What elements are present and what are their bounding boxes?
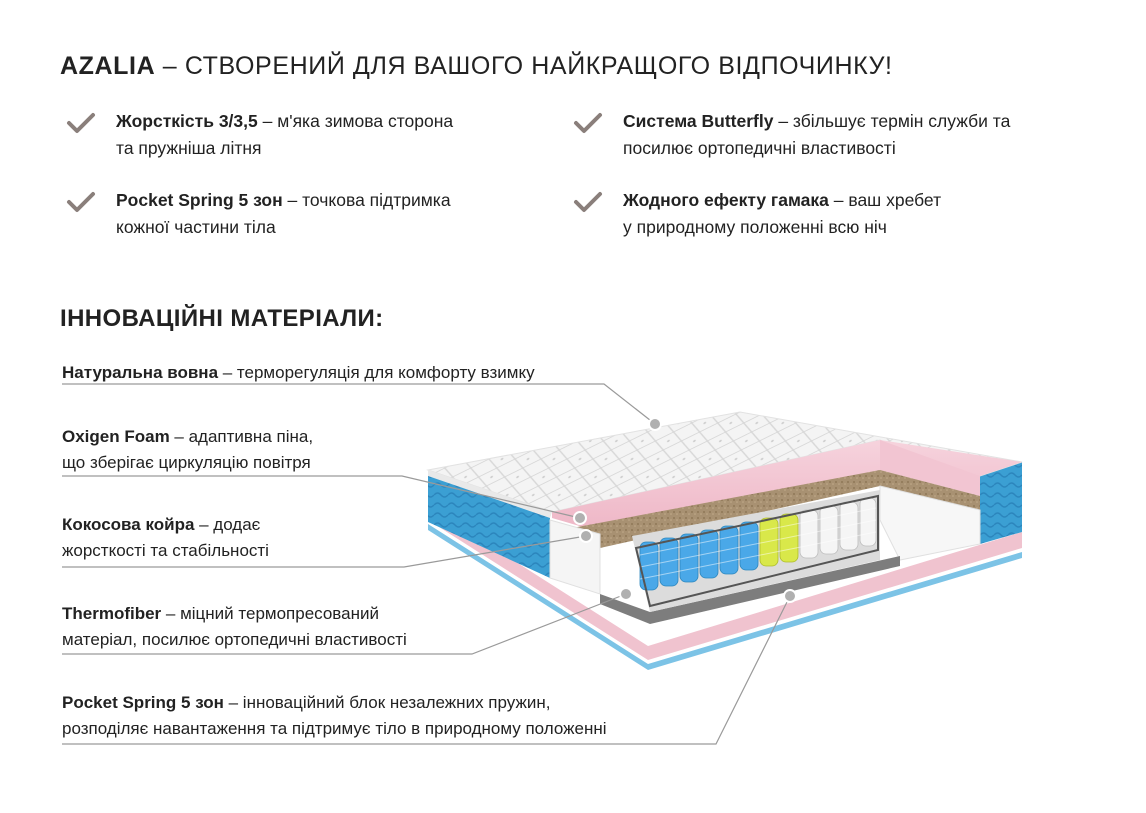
material-thermofiber — [62, 601, 407, 653]
feature-bold: Система Butterfly — [623, 111, 774, 131]
material-bold: Кокосова койра — [62, 515, 195, 534]
material-text: – інноваційний блок незалежних пружин, — [223, 693, 551, 712]
material-text-line2: матеріал, посилює ортопедичні властивості — [62, 630, 407, 649]
leader-line-wool — [62, 384, 655, 424]
material-text: – міцний термопресований — [161, 604, 379, 623]
material-bold: Натуральна вовна — [62, 363, 219, 382]
feature-bold: Pocket Spring 5 зон — [116, 190, 283, 210]
material-text-line2: що зберігає циркуляцію повітря — [62, 453, 311, 472]
material-coconut-coir — [62, 512, 269, 564]
feature-text-line2: посилює ортопедичні властивості — [623, 138, 896, 158]
material-pocket-spring — [62, 690, 607, 742]
feature-text: – ваш хребет — [828, 190, 942, 210]
marker-coir — [580, 530, 592, 542]
materials-title: ІННОВАЦІЙНІ МАТЕРІАЛИ: — [60, 305, 384, 332]
material-oxigen-foam — [62, 424, 313, 476]
feature-text: – м'яка зимова сторона — [257, 111, 454, 131]
material-bold: Thermofiber — [62, 604, 162, 623]
marker-foam — [574, 512, 586, 524]
feature-bold: Жодного ефекту гамака — [623, 190, 829, 210]
marker-springs — [784, 590, 796, 602]
material-text: – адаптивна піна, — [169, 427, 314, 446]
feature-text-line2: у природному положенні всю ніч — [623, 217, 887, 237]
marker-thermofiber — [620, 588, 632, 600]
feature-text: – збільшує термін служби та — [773, 111, 1011, 131]
material-text-line2: розподіляє навантаження та підтримує тіло в природному положенні — [62, 719, 607, 738]
title-tagline: – СТВОРЕНИЙ ДЛЯ ВАШОГО НАЙКРАЩОГО ВІДПОЧИНКУ! — [155, 52, 893, 80]
material-text: – терморегуляція для комфорту взимку — [218, 363, 535, 382]
marker-wool — [649, 418, 661, 430]
material-text-line2: жорсткості та стабільності — [62, 541, 269, 560]
feature-text-line2: кожної частини тіла — [116, 217, 276, 237]
feature-text-line2: та пружніша літня — [116, 138, 262, 158]
material-bold: Pocket Spring 5 зон — [62, 693, 224, 712]
feature-bold: Жорсткість 3/3,5 — [116, 111, 258, 131]
material-bold: Oxigen Foam — [62, 427, 170, 446]
feature-text: – точкова підтримка — [282, 190, 451, 210]
material-wool — [62, 360, 535, 386]
brand-name: AZALIA — [60, 52, 156, 80]
material-text: – додає — [194, 515, 261, 534]
